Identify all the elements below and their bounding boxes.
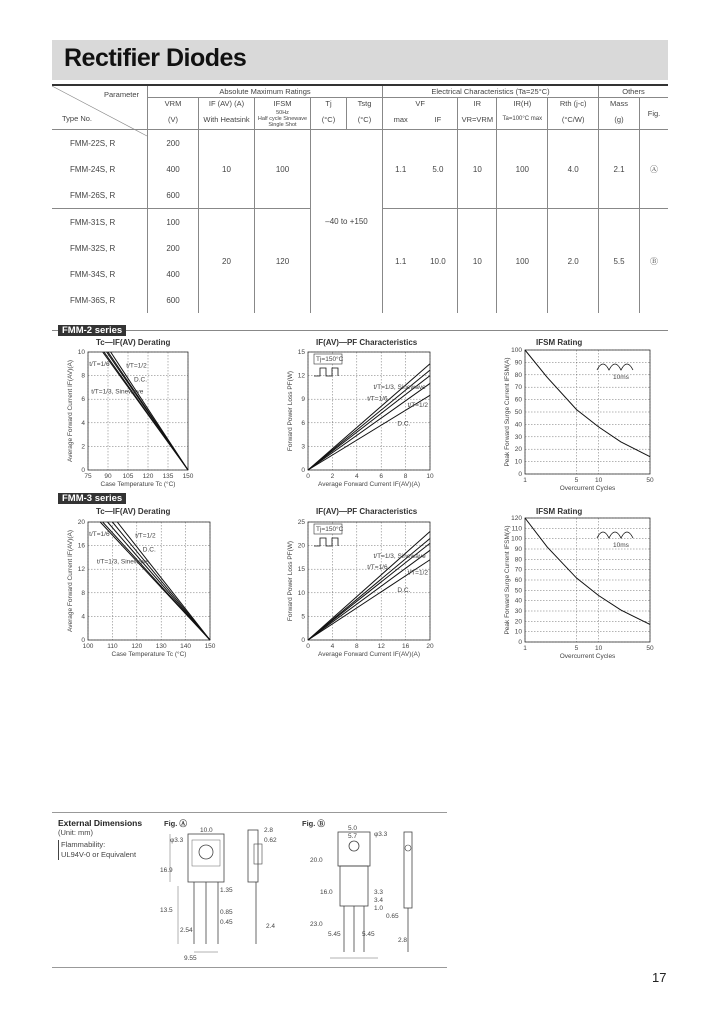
dim-label: 23.0 xyxy=(310,921,323,928)
y-tick-label: 8 xyxy=(81,589,85,597)
ifsm-chart-1 xyxy=(504,347,654,492)
fig-sym: Fig. xyxy=(640,98,669,130)
ir-sym: IR xyxy=(458,98,497,110)
series-label: t/T=1/2 xyxy=(407,569,429,577)
flammability-label: Flammability: xyxy=(61,840,106,849)
dim-label: 16.0 xyxy=(320,889,333,896)
flammability-note xyxy=(58,840,136,860)
y-tick-label: 120 xyxy=(511,515,522,522)
fig-cell: Ⓐ xyxy=(640,130,669,209)
y-tick-label: 5 xyxy=(301,613,305,621)
x-tick-label: 6 xyxy=(379,473,384,480)
x-tick-label: 150 xyxy=(182,473,194,480)
vf-cell: 1.1 xyxy=(383,209,419,314)
dim-label: 1.0 xyxy=(374,905,384,912)
series-label: t/T=1/2 xyxy=(126,362,147,370)
x-tick-label: 105 xyxy=(122,473,134,480)
dim-label: 2.8 xyxy=(264,827,274,834)
series-line xyxy=(308,531,430,640)
y-tick-label: 12 xyxy=(297,372,305,380)
ifav-sym: IF (AV) (A) xyxy=(199,98,255,110)
vrm-cell: 400 xyxy=(148,261,199,287)
vf-sym: VF xyxy=(383,98,458,110)
vrm-unit: (V) xyxy=(148,109,199,130)
dim-label: 20.0 xyxy=(310,857,323,864)
vrm-sym: VRM xyxy=(148,98,199,110)
y-tick-label: 0 xyxy=(81,467,85,474)
type-cell: FMM-31S, R xyxy=(52,209,148,236)
x-tick-label: 2 xyxy=(330,473,335,480)
tj-label: Tj=150°C xyxy=(316,356,344,363)
y-tick-label: 8 xyxy=(81,372,85,380)
y-tick-label: 80 xyxy=(514,556,522,564)
fig-a-label: Fig. Ⓐ xyxy=(164,819,187,828)
rth-sym: Rth (j-c) xyxy=(548,98,599,110)
derating-chart-2 xyxy=(67,519,216,658)
if-cell: 10.0 xyxy=(418,209,457,314)
ifsm-sym: IFSM xyxy=(255,98,311,110)
ir-cond: VR=VRM xyxy=(458,109,497,130)
ir-cell: 10 xyxy=(458,130,497,209)
x-tick-label: 1 xyxy=(523,477,527,484)
x-tick-label: 110 xyxy=(107,643,118,650)
y-tick-label: 15 xyxy=(297,566,305,574)
dim-label: 16.9 xyxy=(160,867,173,874)
ifav-note: With Heatsink xyxy=(199,109,255,130)
ratings-table xyxy=(52,84,668,313)
dim-label: 2.8 xyxy=(398,937,408,944)
series-label: t/T=1/3, Sinewave xyxy=(91,388,144,396)
x-axis-title: Overcurrent Cycles xyxy=(559,485,616,492)
x-tick-label: 0 xyxy=(306,643,310,650)
series-label: t/T=1/3, Sinewave xyxy=(373,552,426,560)
type-cell: FMM-26S, R xyxy=(52,182,148,209)
x-tick-label: 130 xyxy=(155,643,167,650)
x-tick-label: 20 xyxy=(426,643,434,650)
dim-label: 13.5 xyxy=(160,907,173,914)
series-line xyxy=(525,350,650,457)
dim-label: 10.0 xyxy=(200,827,213,834)
y-tick-label: 0 xyxy=(301,637,305,644)
chart-title: IFSM Rating xyxy=(536,507,583,516)
vrm-cell: 200 xyxy=(148,235,199,261)
vrm-cell: 600 xyxy=(148,182,199,209)
y-tick-label: 9 xyxy=(301,396,305,404)
dim-label: φ3.3 xyxy=(170,837,184,844)
param-label: Parameter xyxy=(103,90,139,99)
type-cell: FMM-32S, R xyxy=(70,243,116,253)
series-label: t/T=1/6 xyxy=(89,530,110,538)
y-tick-label: 20 xyxy=(77,519,85,526)
y-tick-label: 10 xyxy=(77,349,85,356)
ir-cell: 10 xyxy=(458,209,497,314)
series-line xyxy=(525,518,650,624)
y-tick-label: 110 xyxy=(511,525,522,533)
sine-wave-icon xyxy=(597,364,633,370)
type-label: Type No. xyxy=(62,114,93,123)
y-tick-label: 0 xyxy=(518,639,522,646)
x-tick-label: 1 xyxy=(523,645,527,652)
y-tick-label: 60 xyxy=(514,577,522,584)
fig-cell: Ⓑ xyxy=(640,209,669,314)
y-tick-label: 0 xyxy=(301,467,305,474)
irh-cell: 100 xyxy=(497,130,548,209)
fig-b-label: Fig. Ⓑ xyxy=(302,819,325,828)
y-tick-label: 20 xyxy=(514,618,522,626)
tstg-unit: (°C) xyxy=(347,109,383,130)
series-label: FMM-3 series xyxy=(58,493,126,504)
dim-label: 5.45 xyxy=(328,931,341,938)
ifav-cell: 10 xyxy=(199,130,255,209)
x-tick-label: 8 xyxy=(354,643,359,650)
vf-cell: 1.1 xyxy=(383,130,419,209)
package-drawing-b xyxy=(300,826,420,966)
x-tick-label: 150 xyxy=(204,643,216,650)
y-tick-label: 30 xyxy=(514,608,522,615)
y-tick-label: 0 xyxy=(81,637,85,644)
package-drawing-a xyxy=(160,826,290,962)
dim-label: 0.62 xyxy=(264,837,277,844)
type-cell: FMM-34S, R xyxy=(70,269,116,279)
series-label: D.C. xyxy=(142,546,156,554)
mass-cell: 5.5 xyxy=(599,209,640,314)
irh-cell: 100 xyxy=(497,209,548,314)
if-cell: 5.0 xyxy=(432,164,444,174)
x-tick-label: 10 xyxy=(426,473,434,480)
vrm-cell: 600 xyxy=(148,287,199,313)
ifsm-note: 50Hz Half cycle Sinewave Single Shot xyxy=(255,109,311,130)
y-tick-label: 25 xyxy=(297,519,305,526)
x-tick-label: 5 xyxy=(574,645,579,652)
series-label: D.C. xyxy=(134,376,147,384)
dim-label: 2.4 xyxy=(266,923,276,930)
y-axis-title: Peak Forward Surge Current IFSM(A) xyxy=(504,525,511,635)
vrm-cell: 100 xyxy=(148,209,199,236)
series-label: D.C. xyxy=(397,586,411,594)
x-tick-label: 90 xyxy=(104,473,112,480)
x-tick-label: 50 xyxy=(646,477,654,484)
dim-label: 5.7 xyxy=(348,833,358,840)
dim-label: 2.54 xyxy=(180,927,193,934)
series-label: FMM-2 series xyxy=(58,325,126,336)
type-cell: FMM-24S, R xyxy=(70,164,116,174)
y-tick-label: 10 xyxy=(514,628,522,636)
external-dimensions-title: External Dimensions xyxy=(58,818,143,828)
chart-title: Tc—IF(AV) Derating xyxy=(96,507,171,516)
chart-title: IF(AV)—PF Characteristics xyxy=(316,507,418,516)
y-tick-label: 60 xyxy=(514,396,522,404)
x-tick-label: 10 xyxy=(594,477,603,484)
derating-chart-1 xyxy=(67,349,210,488)
x-tick-label: 10 xyxy=(594,645,603,652)
dim-label: 0.85 xyxy=(220,909,233,916)
series-label: t/T=1/6 xyxy=(367,563,388,571)
y-tick-label: 40 xyxy=(514,597,522,605)
header-diagonal xyxy=(52,86,147,136)
unit-note: (Unit: mm) xyxy=(58,828,93,837)
y-tick-label: 20 xyxy=(297,542,305,550)
y-tick-label: 50 xyxy=(514,587,522,595)
series-label: t/T=1/3, Sinewave xyxy=(96,558,150,566)
rth-unit: (°C/W) xyxy=(548,109,599,130)
ifsm-chart-2 xyxy=(504,515,654,660)
others-header: Others xyxy=(599,85,669,98)
dim-label: 3.4 xyxy=(374,897,384,904)
y-tick-label: 100 xyxy=(511,347,522,354)
sine-period-label: 10ms xyxy=(613,542,629,549)
series-line xyxy=(108,522,210,640)
y-tick-label: 4 xyxy=(81,613,85,621)
x-tick-label: 5 xyxy=(574,477,579,484)
chart-title: IF(AV)—PF Characteristics xyxy=(316,338,418,347)
x-tick-label: 50 xyxy=(646,645,654,652)
y-tick-label: 40 xyxy=(514,421,522,429)
series-label: t/T=1/3, Sinewave xyxy=(373,384,426,392)
dim-label: 5.45 xyxy=(362,931,375,938)
series-label: t/T=1/6 xyxy=(367,395,388,403)
y-axis-title: Average Forward Current IF(AV)(A) xyxy=(67,360,74,462)
series-line xyxy=(117,522,210,640)
pf-chart-1 xyxy=(287,349,434,488)
y-axis-title: Forward Power Loss PF(W) xyxy=(287,540,294,622)
x-tick-label: 75 xyxy=(84,473,92,480)
x-tick-label: 8 xyxy=(403,473,408,480)
sine-wave-icon xyxy=(597,532,633,538)
series-label: t/T=1/6 xyxy=(89,360,110,368)
pulse-icon xyxy=(314,368,338,376)
y-tick-label: 3 xyxy=(301,443,305,451)
mass-sym: Mass xyxy=(599,98,640,110)
if-unit: IF xyxy=(418,109,457,130)
y-axis-title: Average Forward Current IF(AV)(A) xyxy=(67,530,74,632)
y-tick-label: 12 xyxy=(77,566,85,574)
ifsm-cell: 100 xyxy=(255,130,311,209)
y-tick-label: 10 xyxy=(297,589,305,597)
x-axis-title: Average Forward Current IF(AV)(A) xyxy=(318,651,420,658)
mass-unit: (g) xyxy=(599,109,640,130)
series-line xyxy=(308,364,430,470)
x-tick-label: 120 xyxy=(131,643,143,650)
x-axis-title: Average Forward Current IF(AV)(A) xyxy=(318,481,420,488)
elec-header: Electrical Characteristics (Ta=25°C) xyxy=(383,85,599,98)
ifsm-cell: 120 xyxy=(255,209,311,314)
y-tick-label: 4 xyxy=(81,419,85,427)
vrm-cell: 400 xyxy=(148,156,199,182)
x-axis-title: Overcurrent Cycles xyxy=(559,653,616,660)
param-header-cell xyxy=(52,85,148,130)
dim-label: 5.0 xyxy=(348,825,358,832)
dim-label: φ3.3 xyxy=(374,831,388,838)
y-tick-label: 6 xyxy=(81,396,85,404)
x-tick-label: 4 xyxy=(354,473,359,480)
y-tick-label: 90 xyxy=(514,546,522,553)
page-title: Rectifier Diodes xyxy=(64,44,247,72)
y-tick-label: 6 xyxy=(301,419,305,427)
type-cell: FMM-36S, R xyxy=(70,295,116,305)
abs-max-header: Absolute Maximum Ratings xyxy=(148,85,383,98)
x-tick-label: 4 xyxy=(330,643,335,650)
x-tick-label: 0 xyxy=(306,473,310,480)
irh-cond: Ta=100°C max xyxy=(497,109,548,130)
ifav-cell: 20 xyxy=(199,209,255,314)
flammability-value: UL94V-0 or Equivalent xyxy=(61,850,137,859)
y-axis-title: Peak Forward Surge Current IFSM(A) xyxy=(504,357,511,467)
y-tick-label: 80 xyxy=(514,371,522,379)
series-line xyxy=(103,522,210,640)
y-tick-label: 15 xyxy=(297,349,305,356)
temp-range-cell: –40 to +150 xyxy=(311,130,383,314)
dim-label: 0.45 xyxy=(220,919,233,926)
x-tick-label: 135 xyxy=(162,473,174,480)
pulse-icon xyxy=(314,538,338,546)
tstg-sym: Tstg xyxy=(347,98,383,110)
y-tick-label: 0 xyxy=(518,471,522,478)
y-tick-label: 50 xyxy=(514,409,522,416)
x-tick-label: 100 xyxy=(82,643,94,650)
y-tick-label: 16 xyxy=(77,542,85,550)
section-rule xyxy=(52,330,668,331)
dim-label: 9.55 xyxy=(184,955,197,962)
tj-label: Tj=150°C xyxy=(316,526,344,533)
y-axis-title: Forward Power Loss PF(W) xyxy=(287,370,294,452)
chart-title: IFSM Rating xyxy=(536,338,583,347)
rth-cell: 2.0 xyxy=(548,209,599,314)
irh-sym: IR(H) xyxy=(497,98,548,110)
sine-period-label: 10ms xyxy=(613,374,629,381)
vf-max: max xyxy=(383,109,419,130)
y-tick-label: 20 xyxy=(514,446,522,454)
x-tick-label: 12 xyxy=(377,643,385,650)
y-tick-label: 90 xyxy=(514,359,522,367)
y-tick-label: 10 xyxy=(514,458,522,466)
y-tick-label: 30 xyxy=(514,433,522,441)
x-tick-label: 16 xyxy=(401,643,410,650)
x-tick-label: 140 xyxy=(180,643,192,650)
x-axis-title: Case Temperature Tc (°C) xyxy=(111,651,187,658)
tj-unit: (°C) xyxy=(311,109,347,130)
x-axis-title: Case Temperature Tc (°C) xyxy=(100,481,176,488)
x-tick-label: 120 xyxy=(142,473,154,480)
mass-cell: 2.1 xyxy=(599,130,640,209)
series-label: t/T=1/2 xyxy=(407,401,429,409)
series-label: t/T=1/2 xyxy=(135,532,156,540)
pf-chart-2 xyxy=(287,519,434,658)
y-tick-label: 100 xyxy=(511,535,522,543)
tj-sym: Tj xyxy=(311,98,347,110)
vrm-cell: 200 xyxy=(148,130,199,157)
y-tick-label: 70 xyxy=(514,566,522,574)
series-label: D.C. xyxy=(397,420,411,428)
rth-cell: 4.0 xyxy=(548,130,599,209)
type-cell: FMM-22S, R xyxy=(70,138,116,148)
chart-title: Tc—IF(AV) Derating xyxy=(96,338,171,347)
y-tick-label: 2 xyxy=(81,443,85,451)
dim-label: 1.35 xyxy=(220,887,233,894)
y-tick-label: 70 xyxy=(514,384,522,392)
dim-label: 0.65 xyxy=(386,913,399,920)
page-number: 17 xyxy=(652,970,667,985)
dim-label: 3.3 xyxy=(374,889,384,896)
